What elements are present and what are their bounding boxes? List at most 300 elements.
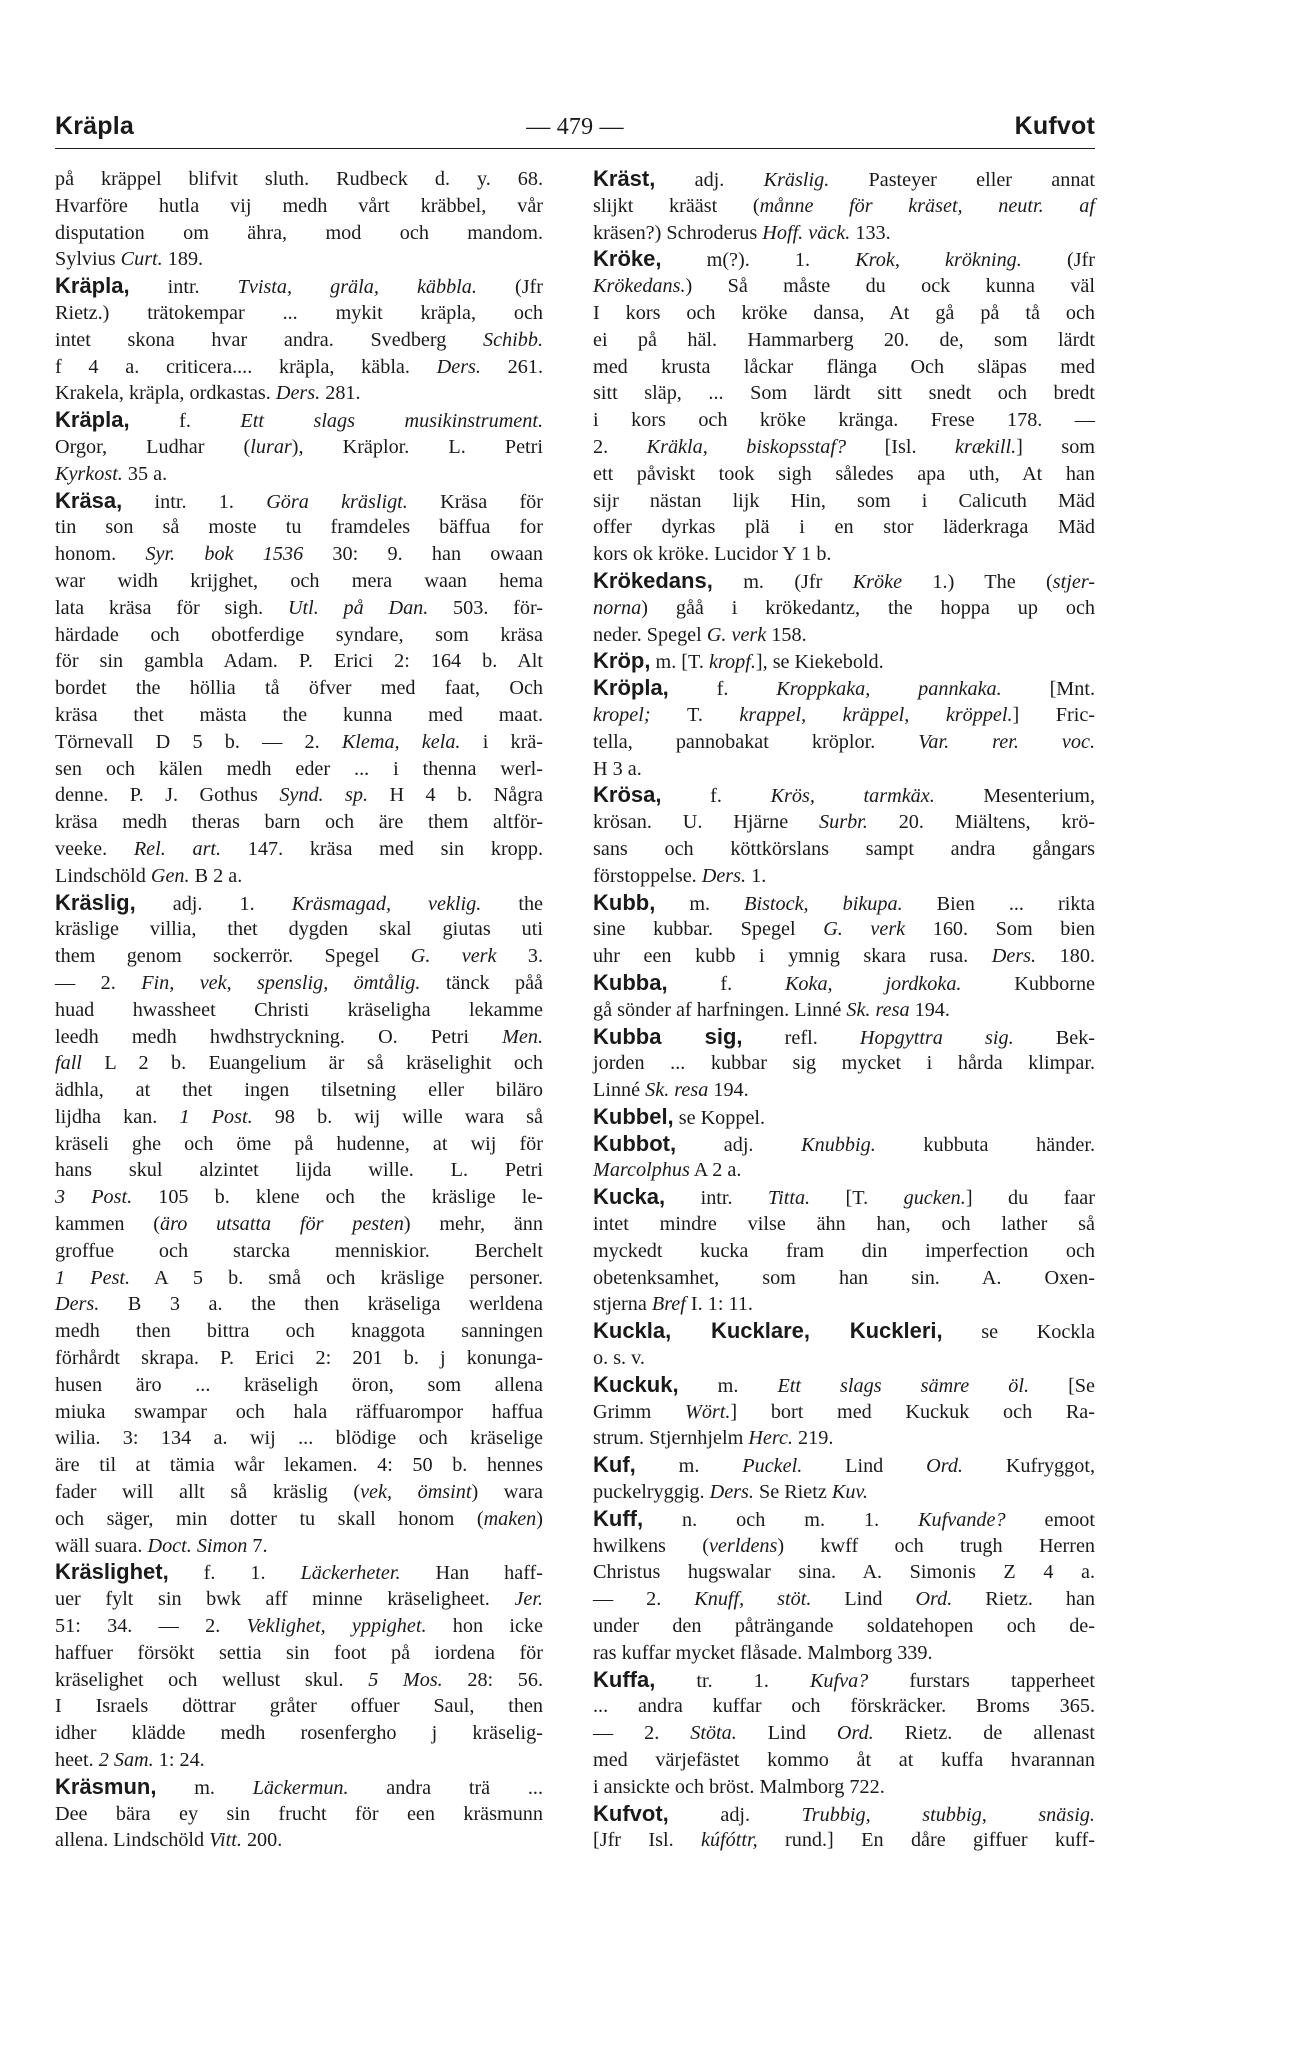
text-span: f 4 a. criticera.... kräpla, käbla. xyxy=(55,355,437,378)
text-span: Bek- xyxy=(1013,1026,1096,1049)
text-span: ) xyxy=(536,1507,543,1530)
text-line xyxy=(593,890,1095,917)
italic-text: Men. xyxy=(502,1025,543,1048)
text-line xyxy=(55,1720,543,1747)
text-line xyxy=(593,1131,1095,1158)
text-span: m. xyxy=(635,1455,743,1478)
text-span: 158. xyxy=(766,623,807,646)
italic-text: Curt. xyxy=(120,248,163,271)
text-line xyxy=(593,702,1095,729)
text-span: 1. xyxy=(746,864,767,887)
text-line xyxy=(55,1131,543,1158)
text-span: kräseli ghe och öme på hudenne, at wij för xyxy=(55,1132,543,1155)
text-span: jorden ... kubbar sig mycket i hårda klimpar. xyxy=(593,1052,1095,1075)
text-span: kräselighet och wellust skul. xyxy=(55,1668,369,1691)
text-line xyxy=(55,863,543,890)
italic-text: Ders. xyxy=(991,945,1037,968)
text-span: I kors och kröke dansa, At gå på tå och xyxy=(593,301,1095,324)
text-line xyxy=(593,943,1095,970)
text-line xyxy=(55,675,543,702)
text-span: them genom sockerrör. Spegel xyxy=(55,945,411,968)
text-span: 194. xyxy=(909,998,950,1021)
text-line xyxy=(593,1640,1095,1667)
text-line xyxy=(593,246,1095,273)
entry-headword: Krösa, xyxy=(593,782,662,808)
text-line xyxy=(55,1211,543,1238)
text-span: f. xyxy=(668,678,777,701)
italic-text: kropel; xyxy=(593,703,688,726)
text-span: Christus hugswalar sina. A. Simonis Z 4 a. xyxy=(593,1561,1095,1584)
text-line xyxy=(593,1452,1095,1479)
text-span: fader will allt så kräslig ( xyxy=(55,1481,361,1504)
text-span: — 2. xyxy=(55,971,142,994)
text-span: kors ok kröke. Lucidor Y 1 b. xyxy=(593,543,832,566)
text-line xyxy=(55,1399,543,1426)
text-span: 3. xyxy=(496,945,543,968)
text-span: 28: 56. xyxy=(442,1668,543,1691)
entry-headword: Kuckla, Kucklare, Kuckleri, xyxy=(593,1318,943,1344)
italic-text: Veklighet, yppighet. xyxy=(246,1615,427,1638)
text-line xyxy=(55,1104,543,1131)
text-span: veeke. xyxy=(55,837,134,860)
text-span: i kors och kröke kränga. Frese 178. — xyxy=(593,409,1095,432)
text-line xyxy=(55,1238,543,1265)
text-line xyxy=(55,300,543,327)
text-span: Rietz. han xyxy=(952,1588,1095,1611)
text-line xyxy=(55,1586,543,1613)
text-span: I. 1: 11. xyxy=(685,1293,753,1316)
text-line xyxy=(593,648,1095,675)
text-line xyxy=(593,1667,1095,1694)
text-line xyxy=(55,1559,543,1586)
text-span: 98 b. wij wille wara så xyxy=(252,1105,543,1128)
text-span: 133. xyxy=(850,221,891,244)
text-span: furstars tapperheet xyxy=(868,1669,1096,1692)
text-span: ädhla, at thet ingen tilsetning eller biläro xyxy=(55,1079,543,1102)
text-span: äre til at tämia wår lekamen. 4: 50 b. hennes xyxy=(55,1454,543,1477)
text-span: 189. xyxy=(162,248,204,271)
italic-text: Krös, tarmkäx. xyxy=(770,785,935,808)
text-span: tella, pannobakat kröplor. xyxy=(593,730,919,753)
text-span: hans skul alzintet lijda wille. L. Petri xyxy=(55,1159,543,1182)
text-span: 2. xyxy=(593,435,647,458)
text-line xyxy=(55,1452,543,1479)
text-span: Han haff- xyxy=(400,1562,543,1585)
text-line xyxy=(55,1372,543,1399)
italic-text: Hopgyttra sig. xyxy=(859,1026,1014,1049)
italic-text: Ders. xyxy=(436,355,481,378)
text-span: H 3 a. xyxy=(593,757,642,780)
text-span: sen och kälen medh eder ... i thenna werl- xyxy=(55,757,543,780)
text-span: kräsa thet mästa the kunna med maat. xyxy=(55,703,543,726)
text-span: refl. xyxy=(742,1026,860,1049)
text-span: uer fylt sin bwk aff minne kräseligheet. xyxy=(55,1588,515,1611)
text-span: Törnevall D 5 b. — 2. xyxy=(55,730,342,753)
italic-text: Ders. xyxy=(701,864,747,887)
text-line xyxy=(55,1157,543,1184)
text-line xyxy=(593,729,1095,756)
text-line xyxy=(593,1720,1095,1747)
text-line xyxy=(593,380,1095,407)
text-line xyxy=(55,1318,543,1345)
text-line xyxy=(55,916,543,943)
text-span: i krä- xyxy=(460,730,543,753)
text-span: (Jfr xyxy=(476,276,544,299)
text-span: intr. xyxy=(665,1187,769,1210)
entry-headword: Kräpla, xyxy=(55,407,130,433)
text-span: krösan. U. Hjärne xyxy=(593,811,820,834)
text-span: idher klädde medh rosenfergho j kräselig- xyxy=(55,1722,543,1745)
text-span: ) wara xyxy=(471,1481,543,1504)
text-line xyxy=(593,1693,1095,1720)
italic-text: äro utsatta för pesten xyxy=(160,1213,404,1236)
text-span: m. [T. xyxy=(650,651,709,674)
italic-text: Rel. art. xyxy=(133,837,222,860)
italic-text: Ord. xyxy=(915,1588,953,1611)
text-span: (Jfr xyxy=(1021,249,1095,272)
text-line xyxy=(593,1827,1095,1854)
italic-text: Ord. xyxy=(836,1722,874,1745)
text-span: ], se Kiekebold. xyxy=(755,651,884,674)
italic-text: stjer- xyxy=(1052,570,1095,593)
text-line xyxy=(55,756,543,783)
italic-text: norna xyxy=(593,596,642,619)
text-line xyxy=(55,782,543,809)
text-line xyxy=(55,380,543,407)
italic-text: Kräkla, biskopsstaf? xyxy=(646,435,847,458)
italic-text: Fin, vek, spenslig, ömtålig. xyxy=(141,971,421,994)
text-span: m. (Jfr xyxy=(712,570,853,593)
text-span: adj. 1. xyxy=(135,892,292,915)
entry-headword: Krökedans, xyxy=(593,567,713,593)
italic-text: Ett slags musikinstrument. xyxy=(240,410,543,433)
text-span: heet. xyxy=(55,1749,99,1772)
italic-text: 1 Pest. xyxy=(55,1266,131,1289)
text-span: honom. xyxy=(55,543,146,566)
text-span: wilia. 3: 134 a. wij ... blödige och kräselige xyxy=(55,1427,543,1450)
page-number: — 479 — xyxy=(526,114,624,140)
text-span: [Jfr Isl. xyxy=(593,1829,701,1852)
text-span: H 4 b. Några xyxy=(368,784,543,807)
italic-text: Var. rer. voc. xyxy=(918,730,1095,753)
text-span: sijr nästan lijk Hin, som i Calicuth Mäd xyxy=(593,489,1095,512)
text-span: 147. kräsa med sin kropp. xyxy=(221,837,543,860)
text-span: hwilkens ( xyxy=(593,1534,709,1557)
text-line xyxy=(55,1613,543,1640)
text-line xyxy=(55,1291,543,1318)
text-span: Kräsa för xyxy=(407,490,544,513)
italic-text: Jer. xyxy=(514,1588,543,1611)
text-line xyxy=(593,836,1095,863)
text-line xyxy=(593,514,1095,541)
italic-text: Kufva? xyxy=(809,1669,869,1692)
text-span: rund.] En dåre giffuer kuff- xyxy=(757,1829,1095,1852)
text-line xyxy=(593,193,1095,220)
text-line xyxy=(593,166,1095,193)
text-span: groffue och starcka menniskior. Berchelt xyxy=(55,1239,543,1262)
text-line xyxy=(55,1533,543,1560)
text-line xyxy=(55,407,543,434)
text-span: emoot xyxy=(1005,1508,1095,1531)
text-span: Grimm xyxy=(593,1400,685,1423)
text-line xyxy=(593,916,1095,943)
text-line xyxy=(55,1345,543,1372)
text-line xyxy=(593,863,1095,890)
text-span: tr. 1. xyxy=(655,1669,810,1692)
text-span: puckelryggig. xyxy=(593,1481,710,1504)
text-line xyxy=(55,1184,543,1211)
text-span: sitt släp, ... Som lärdt sitt snedt och bredt xyxy=(593,382,1095,405)
text-span: m. xyxy=(655,892,745,915)
text-line xyxy=(593,1399,1095,1426)
text-span: intet mindre vilse ähn han, och lather så xyxy=(593,1213,1095,1236)
text-line xyxy=(593,568,1095,595)
text-span: se Koppel. xyxy=(673,1106,766,1129)
italic-text: Bref xyxy=(651,1293,686,1316)
text-span: Kubborne xyxy=(961,972,1095,995)
text-span: husen äro ... kräseligh öron, som allena xyxy=(55,1373,543,1396)
text-span: huad hwassheet Christi kräseligha lekamme xyxy=(55,998,543,1021)
italic-text: Ders. xyxy=(709,1481,754,1504)
text-span: 105 b. klene och the kräslige le- xyxy=(132,1186,543,1209)
text-span: ) Så måste du ock kunna väl xyxy=(685,275,1095,298)
text-span: strum. Stjernhjelm xyxy=(593,1427,749,1450)
text-span: m(?). 1. xyxy=(661,249,856,272)
text-line xyxy=(55,193,543,220)
text-line xyxy=(55,246,543,273)
text-line xyxy=(593,756,1095,783)
text-span: 281. xyxy=(320,382,361,405)
text-line xyxy=(593,1801,1095,1828)
italic-text: krækill. xyxy=(955,435,1017,458)
text-span: ett påviskt took sigh således apa uth, At han xyxy=(593,462,1095,485)
text-span: 219. xyxy=(792,1427,834,1450)
entry-headword: Kröp, xyxy=(593,648,651,674)
italic-text: G. verk xyxy=(706,623,767,646)
italic-text: Kufvande? xyxy=(918,1508,1006,1531)
italic-text: verldens xyxy=(708,1534,778,1557)
header-left-guideword: Kräpla xyxy=(55,112,135,140)
text-span: the xyxy=(481,892,543,915)
text-line xyxy=(55,1506,543,1533)
italic-text: Koka, jordkoka. xyxy=(784,972,962,995)
text-span: intr. 1. xyxy=(122,490,267,513)
text-line xyxy=(593,327,1095,354)
text-line xyxy=(593,997,1095,1024)
italic-text: kropf. xyxy=(708,651,756,674)
text-line xyxy=(593,675,1095,702)
text-span: f. xyxy=(129,410,241,433)
text-span: förstoppelse. xyxy=(593,864,702,887)
italic-text: Syr. bok 1536 xyxy=(145,543,304,566)
italic-text: Puckel. xyxy=(742,1455,803,1478)
text-span: intr. xyxy=(129,276,238,299)
text-span: [Isl. xyxy=(846,435,956,458)
italic-text: Surbr. xyxy=(819,811,868,834)
text-span: med värjefästet kommo åt at kuffa hvarannan xyxy=(593,1749,1095,1772)
text-span: 35 a. xyxy=(122,462,168,485)
italic-text: Knubbig. xyxy=(801,1133,876,1156)
text-span: f. xyxy=(661,785,771,808)
text-span: sans och köttkörslans sampt andra gångars xyxy=(593,837,1095,860)
text-span: under den påträngande soldatehopen och de- xyxy=(593,1615,1095,1638)
text-span: ... andra kuffar och förskräcker. Broms 365. xyxy=(593,1695,1095,1718)
text-line xyxy=(593,1774,1095,1801)
text-span: [T. xyxy=(810,1187,904,1210)
text-span: ) gåå i krökedantz, the hoppa up och xyxy=(641,596,1095,619)
text-line xyxy=(593,1238,1095,1265)
italic-text: Ord. xyxy=(926,1455,963,1478)
text-span: Orgor, Ludhar ( xyxy=(55,435,251,458)
italic-text: Ders. xyxy=(275,382,321,405)
text-span: war widh krijghet, och mera waan hema xyxy=(55,569,543,592)
text-span: — 2. xyxy=(593,1588,695,1611)
text-line xyxy=(593,809,1095,836)
text-span: Lind xyxy=(802,1455,927,1478)
text-line xyxy=(55,702,543,729)
text-line xyxy=(55,488,543,515)
text-span: för sin gambla Adam. P. Erici 2: 164 b. Alt xyxy=(55,650,543,673)
text-line xyxy=(55,648,543,675)
text-line xyxy=(593,1533,1095,1560)
italic-text: 1 Post. xyxy=(179,1105,253,1128)
text-span: ] som xyxy=(1016,435,1096,458)
italic-text: Trubbig, stubbig, snäsig. xyxy=(801,1803,1095,1826)
text-line xyxy=(55,1774,543,1801)
text-span: o. s. v. xyxy=(593,1347,645,1370)
text-line xyxy=(593,1613,1095,1640)
entry-headword: Kubba sig, xyxy=(593,1023,743,1049)
text-line xyxy=(593,1747,1095,1774)
text-line xyxy=(55,997,543,1024)
text-line xyxy=(55,595,543,622)
text-span: miuka swampar och hala räffuarompor haffua xyxy=(55,1400,543,1423)
text-span: [Se xyxy=(1029,1374,1095,1397)
text-span: wäll suara. xyxy=(55,1534,148,1557)
text-span: 7. xyxy=(247,1534,268,1557)
text-span: Dee bära ey sin frucht för een kräsmunn xyxy=(55,1802,543,1825)
text-span: Sylvius xyxy=(55,248,121,271)
text-span: adj. xyxy=(655,169,764,191)
italic-text: Krökedans. xyxy=(593,275,686,298)
italic-text: Synd. sp. xyxy=(279,784,369,807)
text-span: Krakela, kräpla, ordkastas. xyxy=(55,382,276,405)
italic-text: Titta. xyxy=(768,1187,811,1210)
italic-text: Herc. xyxy=(748,1427,793,1450)
text-line xyxy=(55,1747,543,1774)
entry-headword: Kuckuk, xyxy=(593,1371,679,1397)
text-span: [Mnt. xyxy=(1001,678,1095,701)
text-span: tänck påå xyxy=(420,971,544,994)
italic-text: Kroppkaka, pannkaka. xyxy=(776,678,1002,701)
entry-headword: Kräsmun, xyxy=(55,1773,157,1799)
text-span: ] du faar xyxy=(965,1187,1095,1210)
text-span: Se Rietz xyxy=(753,1481,832,1504)
text-line xyxy=(593,1318,1095,1345)
text-line xyxy=(593,1586,1095,1613)
italic-text: gucken. xyxy=(903,1187,966,1210)
italic-text: Bistock, bikupa. xyxy=(744,892,903,915)
text-span: Bien ... rikta xyxy=(902,892,1095,915)
text-span: andra trä ... xyxy=(348,1776,544,1799)
text-span: kräslige villia, thet dygden skal giutas uti xyxy=(55,918,543,941)
entry-headword: Kröke, xyxy=(593,246,662,272)
text-span: myckedt kucka fram din imperfection och xyxy=(593,1239,1095,1262)
italic-text: 5 Mos. xyxy=(368,1668,443,1691)
text-line xyxy=(593,1104,1095,1131)
text-line xyxy=(593,273,1095,300)
italic-text: Utl. på Dan. xyxy=(287,596,429,619)
italic-text: Doct. Simon xyxy=(147,1534,248,1557)
text-line xyxy=(55,1425,543,1452)
italic-text: vek, ömsint xyxy=(360,1481,472,1504)
italic-text: Schibb. xyxy=(483,328,543,351)
text-line xyxy=(593,1157,1095,1184)
text-span: ) kwff och trugh Herren xyxy=(777,1534,1095,1557)
text-line xyxy=(593,434,1095,461)
entry-headword: Kräpla, xyxy=(55,273,130,299)
italic-text: krappel, kräppel, kröppel. xyxy=(739,703,1013,726)
italic-text: Hoff. väck. xyxy=(762,221,851,244)
italic-text: kúfóttr, xyxy=(701,1829,758,1852)
text-span: Mesenterium, xyxy=(934,785,1095,808)
text-line xyxy=(55,1827,543,1854)
text-line xyxy=(593,782,1095,809)
text-line xyxy=(55,622,543,649)
text-line xyxy=(593,461,1095,488)
text-line xyxy=(55,1693,543,1720)
entry-headword: Kubb, xyxy=(593,889,656,915)
text-line xyxy=(55,354,543,381)
italic-text: Läckermun. xyxy=(252,1776,349,1799)
text-span: Rietz. de allenast xyxy=(873,1722,1095,1745)
text-span: 180. xyxy=(1036,945,1095,968)
italic-text: Marcolphus xyxy=(593,1159,690,1182)
text-line xyxy=(593,1050,1095,1077)
text-line xyxy=(55,1640,543,1667)
entry-headword: Kräslighet, xyxy=(55,1559,169,1585)
header-right-guideword: Kufvot xyxy=(1014,112,1095,140)
text-line xyxy=(55,1667,543,1694)
text-line xyxy=(593,1184,1095,1211)
text-line xyxy=(55,461,543,488)
text-span: ) mehr, änn xyxy=(403,1213,543,1236)
text-line xyxy=(593,1024,1095,1051)
text-line xyxy=(55,1050,543,1077)
text-line xyxy=(593,407,1095,434)
text-span: T. xyxy=(687,703,740,726)
text-span: 194. xyxy=(708,1079,749,1102)
text-span: ), Kräplor. L. Petri xyxy=(291,435,543,458)
entry-headword: Kuffa, xyxy=(593,1666,656,1692)
text-span: ras kuffar mycket flåsade. Malmborg 339. xyxy=(593,1641,933,1664)
italic-text: Göra kräsligt. xyxy=(266,490,408,513)
text-span: stjerna xyxy=(593,1293,652,1316)
text-span: uhr een kubb i ymnig skara rusa. xyxy=(593,945,992,968)
text-line xyxy=(55,890,543,917)
text-line xyxy=(55,273,543,300)
italic-text: G. verk xyxy=(410,945,497,968)
text-span: 160. Som bien xyxy=(905,918,1096,941)
text-span: Lind xyxy=(811,1588,916,1611)
text-line xyxy=(55,327,543,354)
text-line xyxy=(593,622,1095,649)
entry-headword: Kubba, xyxy=(593,969,668,995)
italic-text: Kyrkost. xyxy=(55,462,123,485)
text-span: kubbuta händer. xyxy=(875,1133,1095,1156)
text-line xyxy=(55,836,543,863)
text-span: neder. Spegel xyxy=(593,623,707,646)
